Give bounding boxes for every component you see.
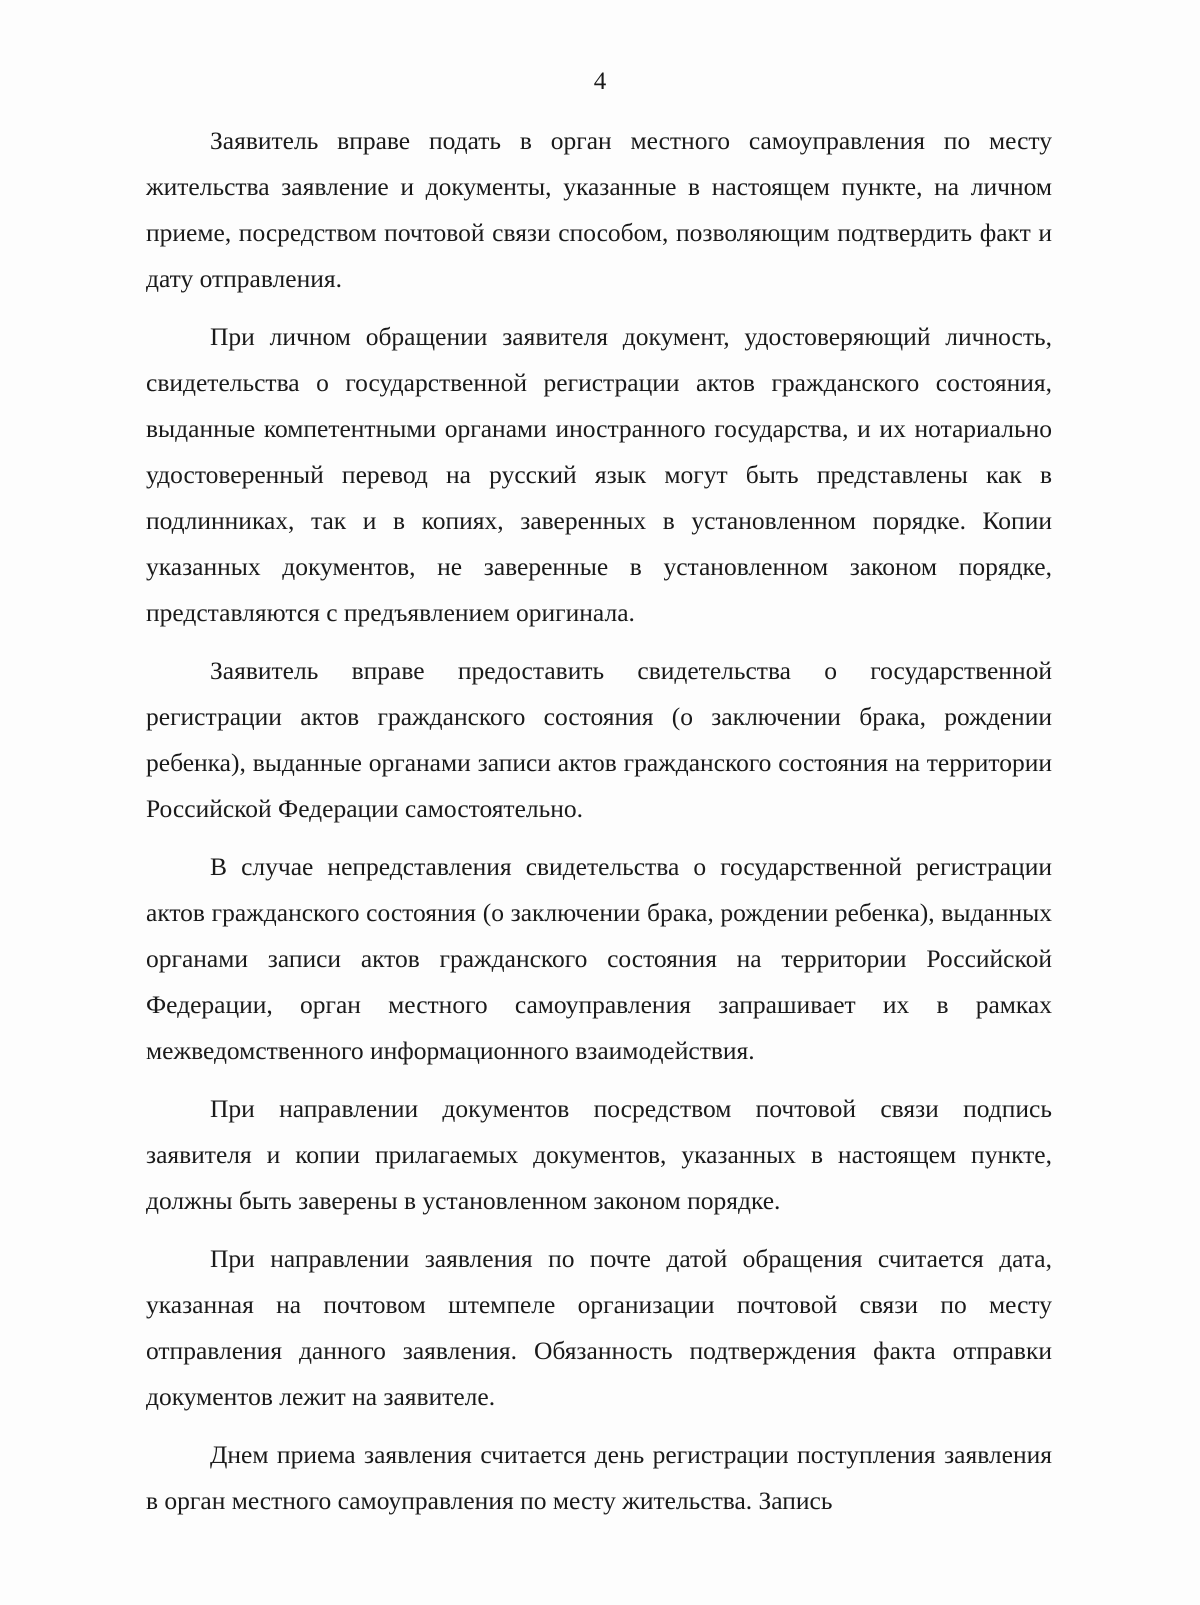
paragraph-1: Заявитель вправе подать в орган местного самоуправления по месту жительства заявление и документы, указанные в настоящем пункте, на личном приеме, посредством почтовой связи способом, позволяющим подтвердить факт и дату отправления. [146, 126, 1052, 293]
paragraph-6: При направлении заявления по почте датой обращения считается дата, указанная на почтовом штемпеле организации почтовой связи по месту отправления данного заявления. Обязанность подтверждения факта отправки документов лежит на заявителе. [146, 1244, 1052, 1411]
paragraph-5: При направлении документов посредством почтовой связи подпись заявителя и копии прилагаемых документов, указанных в настоящем пункте, должны быть заверены в установленном законом порядке. [146, 1094, 1052, 1215]
document-body [146, 118, 1052, 1536]
paragraph-7: Днем приема заявления считается день регистрации поступления заявления в орган местного самоуправления по месту жительства. Запись [146, 1440, 1052, 1515]
page-number: 4 [593, 68, 607, 95]
paragraph-4: В случае непредставления свидетельства о государственной регистрации актов гражданского состояния (о заключении брака, рождении ребенка), выданных органами записи актов гражданского состояния на территории Российской Федерации, орган местного самоуправления запрашивает их в рамках межведомственного информационного взаимодействия. [146, 852, 1052, 1065]
paragraph-3: Заявитель вправе предоставить свидетельства о государственной регистрации актов гражданского состояния (о заключении брака, рождении ребенка), выданные органами записи актов гражданского состояния на территории Российской Федерации самостоятельно. [146, 656, 1052, 823]
paragraph-2: При личном обращении заявителя документ, удостоверяющий личность, свидетельства о государственной регистрации актов гражданского состояния, выданные компетентными органами иностранного государства, и их нотариально удостоверенный перевод на русский язык могут быть представлены как в подлинниках, так и в копиях, заверенных в установленном порядке. Копии указанных документов, не заверенные в установленном законом порядке, представляются с предъявлением оригинала. [146, 322, 1052, 627]
